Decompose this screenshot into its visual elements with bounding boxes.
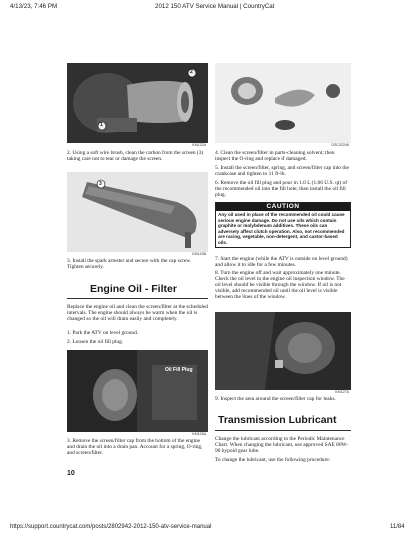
photo1-caption: KM132A (192, 143, 206, 147)
page-number: 10 (67, 470, 75, 477)
print-title: 2012 150 ATV Service Manual | CountryCat (155, 3, 275, 10)
section-title-engine-oil: Engine Oil - Filter (90, 283, 177, 295)
section-rule-right (215, 430, 351, 431)
step-6: 6. Remove the oil fill plug and pour in 1.0 L (1.06 U.S. qt) of the recommended oil into the fill hole; then install the oil fill plug. (215, 180, 348, 199)
section-title-transmission: Transmission Lubricant (218, 414, 337, 426)
step-9: 9. Inspect the area around the screen/filter cap for leaks. (215, 396, 336, 402)
transmission-text-2: To change the lubricant, use the following procedure: (215, 457, 331, 463)
oil-step-2: 2. Loosen the oil fill plug. (67, 339, 124, 345)
photo1-callout-1: 1 (100, 122, 103, 128)
photo2-caption: KM143B (192, 252, 206, 256)
right-photo1-caption: DSC02246 (331, 143, 349, 147)
print-datetime: 4/13/23, 7:46 PM (10, 3, 58, 10)
oil-fill-plug-label: Oil Fill Plug (165, 367, 193, 373)
caution-box (215, 202, 351, 248)
caution-text: Any oil used in place of the recommended oil could cause serious engine damage. Do not use oils which contain graphite or molybdenum additives. These oils can adversely affect clutch operation. Also, not recommended are racing, vegetable, non-detergent, and castor-based oils. (218, 212, 345, 245)
photo2-callout-3: 3 (99, 181, 102, 187)
step-4: 4. Clean the screen/filter in parts-cleaning solvent; then inspect the O-ring and replace if damaged. (215, 150, 335, 163)
right-photo2-caption: KM127A (335, 390, 349, 394)
screen-photo (67, 172, 208, 252)
oil-inspection-window-photo (215, 312, 351, 390)
step-3: 3. Install the spark arrester and secure with the cap screw. Tighten securely. (67, 258, 192, 271)
oil-intro: Replace the engine oil and clean the screen/filter at the scheduled intervals. The engine should always be warm when the oil is changed so the oil will drain easily and completely. (67, 304, 208, 323)
print-url: https://support.countrycat.com/posts/2802942-2012-150-atv-service-manual (10, 524, 212, 530)
step-2: 2. Using a soft wire brush, clean the carbon from the screen (3) taking care not to tear or damage the screen. (67, 150, 204, 163)
photo1-callout-2: 2 (190, 69, 193, 75)
step-7: 7. Start the engine (while the ATV is outside on level ground) and allow it to idle for a few minutes. (215, 256, 348, 269)
step-5: 5. Install the screen/filter, spring, and screen/filter cap into the crankcase and tighten to 11 ft-lb. (215, 165, 349, 178)
oil-step-3: 3. Remove the screen/filter cap from the bottom of the engine and drain the oil into a drain pan. Account for a spring, O-ring, and screen/filter. (67, 438, 203, 457)
oil-fill-plug-photo (67, 350, 208, 432)
transmission-text: Change the lubricant according to the Periodic Maintenance Chart. When changing the lubricant, use approved SAE 80W-90 hypoid gear lube. (215, 436, 349, 455)
photo3-caption: KM126A (192, 432, 206, 436)
section-rule (67, 298, 208, 299)
caution-title: CAUTION (216, 203, 350, 211)
oil-step-1: 1. Park the ATV on level ground. (67, 330, 139, 336)
spark-arrester-photo (67, 63, 208, 143)
print-page-count: 11/84 (390, 524, 405, 530)
step-8: 8. Turn the engine off and wait approximately one minute. Check the oil level in the engine oil inspection window. The oil level should be visible through the window. If oil is not visible, add recommended oil until the oil level is visible between the lines of the window. (215, 270, 345, 301)
screen-filter-parts-photo (215, 63, 351, 143)
